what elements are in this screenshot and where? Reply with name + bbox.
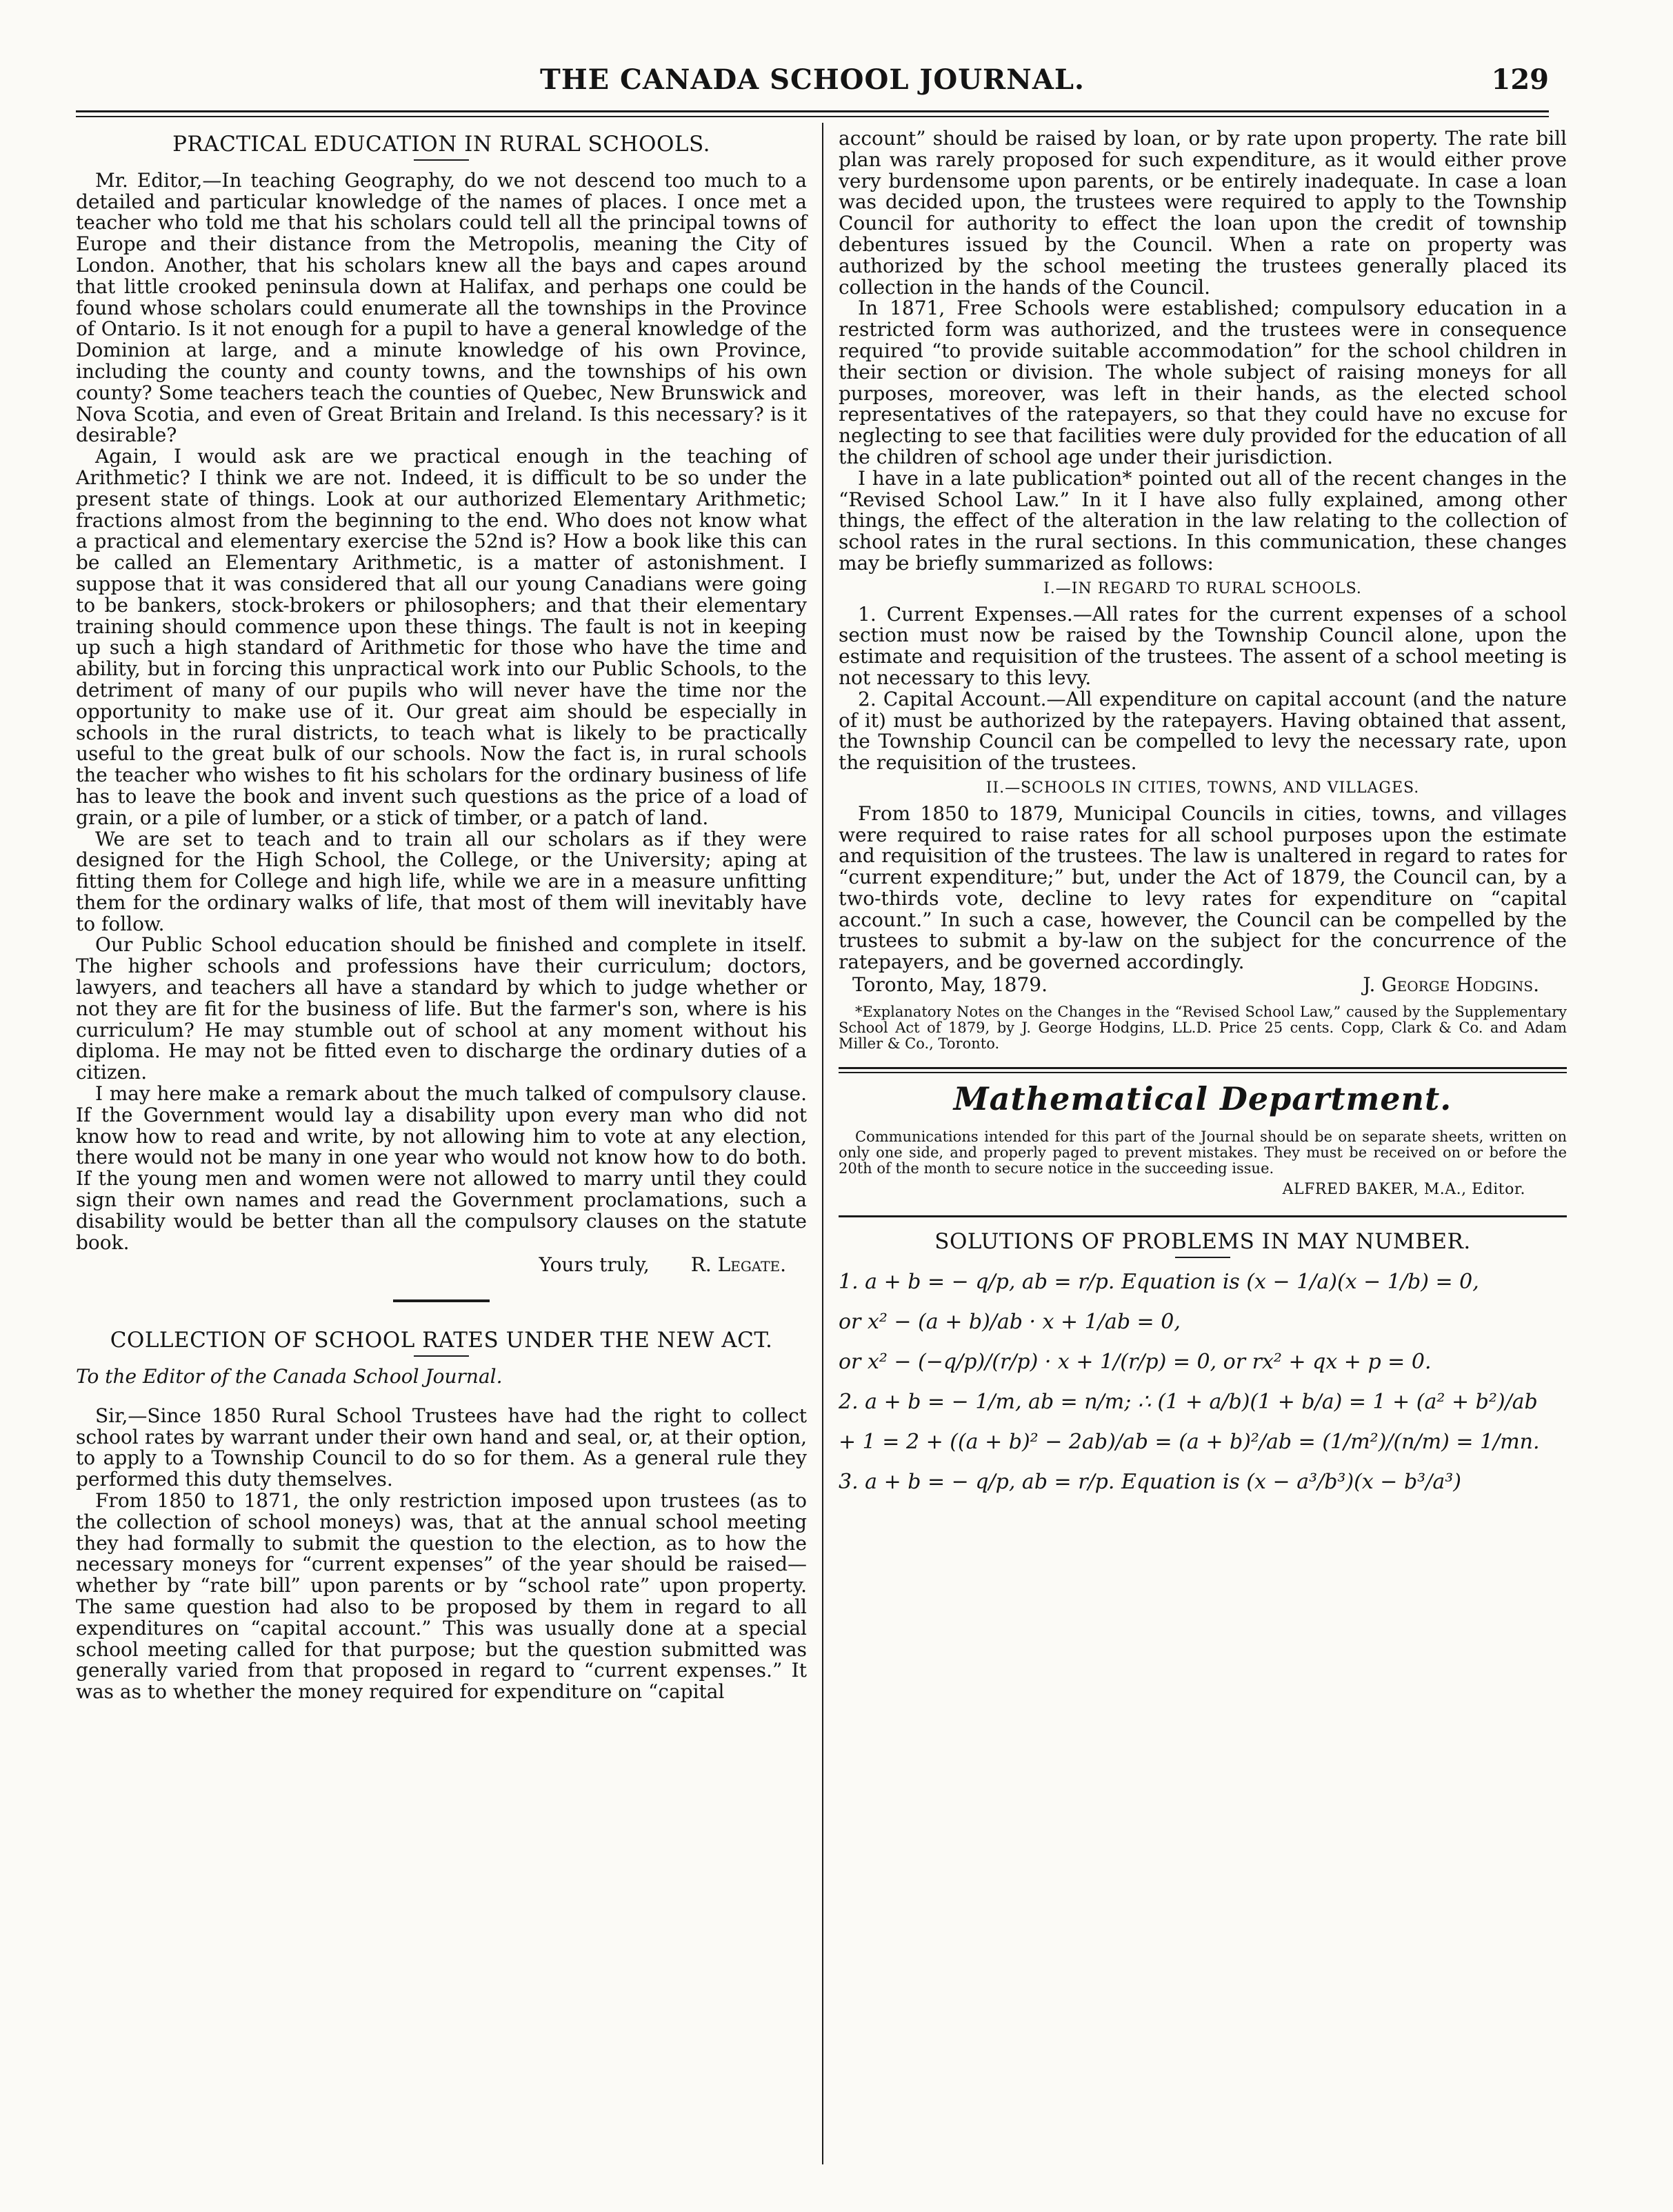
section-heading-cities: II.—SCHOOLS IN CITIES, TOWNS, AND VILLAGES. bbox=[985, 779, 1420, 797]
running-title: THE CANADA SCHOOL JOURNAL. bbox=[540, 63, 1085, 96]
closing: Yours truly, bbox=[539, 1253, 650, 1277]
paragraph: I may here make a remark about the much talked of compulsory clause. If the Government would lay a disability upon every man who did not know how to read and write, by not allowing him to vote at any election, there would not be many in one year who would not know how to do both. If the young men and women were not allowed to marry until they could sign their own names and read the Government proclamations, such a disability would be better than all the compulsory clauses on the statute book. bbox=[76, 1082, 807, 1254]
author: J. George Hodgins. bbox=[1363, 973, 1539, 997]
title-rule bbox=[1175, 1257, 1230, 1258]
article-title-school-rates: COLLECTION OF SCHOOL RATES UNDER THE NEW ACT. bbox=[110, 1328, 773, 1353]
math-line: 2. a + b = − 1/m, ab = n/m; ∴ (1 + a/b)(1 + b/a) = 1 + (a² + b²)/ab bbox=[839, 1390, 1538, 1415]
list-item: 2. Capital Account.—All expenditure on capital account (and the nature of it) must be authorized by the ratepayers. Having obtained that assent, the Township Council can be compelled to levy the necessary rate, upon the requisition of the trustees. bbox=[839, 687, 1567, 775]
section-rule bbox=[839, 1067, 1567, 1069]
department-title: Mathematical Department. bbox=[953, 1079, 1452, 1117]
paragraph: Sir,—Since 1850 Rural School Trustees have had the right to collect school rates by warrant under their own hand and seal, or, at their option, to apply to a Township Council to do so for them. As a general rule they performed this duty themselves. bbox=[76, 1404, 807, 1491]
paragraph: Our Public School education should be finished and complete in itself. The higher schools and professions have their curriculum; doctors, lawyers, and teachers all have a standard by which to judge whether or not they are fit for the business of life. But the farmer's son, where is his curriculum? He may stumble out of school at any moment without his diploma. He may not be fitted even to discharge the ordinary duties of a citizen. bbox=[76, 933, 807, 1084]
math-line: 1. a + b = − q/p, ab = r/p. Equation is (x − 1/a)(x − 1/b) = 0, bbox=[839, 1270, 1479, 1295]
signature-block bbox=[76, 1255, 807, 1276]
article-separator bbox=[393, 1299, 490, 1302]
article-title-practical-education: PRACTICAL EDUCATION IN RURAL SCHOOLS. bbox=[172, 132, 710, 157]
page-number: 129 bbox=[1491, 63, 1549, 96]
paragraph: Mr. Editor,—In teaching Geography, do we not descend too much to a detailed and particular knowledge of the names of places. I once met a teacher who told me that his scholars could tell all the principal towns of Europe and their distance from the Metropolis, meaning the City of London. Another, that his scholars knew all the bays and capes around that little crooked peninsula down at Halifax, and perhaps one could be found whose scholars could enumerate all the townships in the Province of Ontario. Is it not enough for a pupil to have a general knowledge of the Dominion at large, and a minute knowledge of his own Province, including the county and county towns, and the townships of his own county? Some teachers teach the counties of Quebec, New Brunswick and Nova Scotia, and even of Great Britain and Ireland. Is this necessary? is it desirable? bbox=[76, 168, 807, 447]
notice: Communications intended for this part of the Journal should be on separate sheets, written on only one side, and properly paged to prevent mistakes. They must be received on or before the 20th of the month to secure notice in the succeeding issue. bbox=[839, 1128, 1567, 1177]
paragraph: Again, I would ask are we practical enough in the teaching of Arithmetic? I think we are not. Indeed, it is difficult to be so under the present state of things. Look at our authorized Elementary Arithmetic; fractions almost from the beginning to the end. Who does not know what a practical and elementary exercise the 52nd is? How a book like this can be called an Elementary Arithmetic, is a matter of astonishment. I suppose that it was considered that all our young Canadians were going to be bankers, stock-brokers or philosophers; and that their elementary training should commence upon these things. The fault is not in keeping up such a high standard of Arithmetic for those who have the time and ability, but in forcing this unpractical work into our Public Schools, to the detriment of many of our pupils who will never have the time nor the opportunity to make use of it. Our great aim should be especially in schools in the rural districts, to teach what is likely to be practically useful to the great bulk of our schools. Now the fact is, in rural schools the teacher who wishes to fit his scholars for the ordinary business of life has to leave the book and invent such questions as the price of a load of grain, or a pile of lumber, or a stick of timber, or a patch of land. bbox=[76, 445, 807, 829]
list-item: 1. Current Expenses.—All rates for the current expenses of a school section must now be raised by the Township Council alone, upon the estimate and requisition of the trustees. The assent of a school meeting is not necessary to this levy. bbox=[839, 602, 1567, 689]
footnote: *Explanatory Notes on the Changes in the “Revised School Law,” caused by the Supplementary School Act of 1879, by J. George Hodgins, LL.D. Price 25 cents. Copp, Clark & Co. and Adam Miller & Co., Toronto. bbox=[839, 1003, 1567, 1052]
section-heading-rural: I.—IN REGARD TO RURAL SCHOOLS. bbox=[1043, 579, 1362, 597]
math-line: or x² − (a + b)/ab · x + 1/ab = 0, bbox=[839, 1310, 1181, 1335]
header-rule-bottom bbox=[76, 116, 1549, 117]
header-rule-top bbox=[76, 110, 1549, 112]
signature: R. Legate. bbox=[690, 1253, 786, 1277]
editor-credit: ALFRED BAKER, M.A., Editor. bbox=[1282, 1180, 1525, 1198]
right-column bbox=[839, 128, 1567, 1511]
section-rule bbox=[839, 1072, 1567, 1073]
left-column bbox=[76, 128, 807, 1703]
paragraph: From 1850 to 1879, Municipal Councils in cities, towns, and villages were required to raise rates for all school purposes upon the estimate and requisition of the trustees. The law is unaltered in regard to rates for “current expenditure;” but, under the Act of 1879, the Council can, by a two-thirds vote, decline to levy rates for expenditure on “capital account.” In such a case, however, the Council can be compelled by the trustees to submit a by-law on the subject for the concurrence of the ratepayers, and be governed accordingly. bbox=[839, 801, 1567, 974]
column-divider bbox=[822, 123, 823, 2164]
dateline bbox=[839, 975, 1567, 996]
date: Toronto, May, 1879. bbox=[852, 973, 1048, 997]
solutions-title: SOLUTIONS OF PROBLEMS IN MAY NUMBER. bbox=[934, 1229, 1471, 1255]
title-rule bbox=[414, 1355, 469, 1357]
math-line: or x² − (−q/p)/(r/p) · x + 1/(r/p) = 0, or rx² + qx + p = 0. bbox=[839, 1350, 1432, 1375]
paragraph: We are set to teach and to train all our scholars as if they were designed for the High School, the College, or the University; aping at fitting them for College and high life, while we are in a measure unfitting them for the ordinary walks of life, that most of them will inevitably have to follow. bbox=[76, 827, 807, 935]
salutation: To the Editor of the Canada School Journal. bbox=[76, 1365, 503, 1388]
section-rule bbox=[839, 1215, 1567, 1217]
paragraph: I have in a late publication* pointed out all of the recent changes in the “Revised School Law.” In it I have also fully explained, among other things, the effect of the alteration in the law relating to the collection of school rates in the rural sections. In this communication, these changes may be briefly summarized as follows: bbox=[839, 466, 1567, 575]
math-line: + 1 = 2 + ((a + b)² − 2ab)/ab = (a + b)²/ab = (1/m²)/(n/m) = 1/mn. bbox=[839, 1430, 1540, 1455]
title-rule bbox=[414, 159, 469, 161]
paragraph: In 1871, Free Schools were established; compulsory education in a restricted form was authorized, and the trustees were in consequence required “to provide suitable accommodation” for the school children in their section or division. The whole subject of raising moneys for all purposes, moreover, was left in their hands, as the elected school representatives of the ratepayers, so that they could have no excuse for neglecting to see that facilities were duly provided for the education of all the children of school age under their jurisdiction. bbox=[839, 297, 1567, 468]
paragraph: From 1850 to 1871, the only restriction imposed upon trustees (as to the collection of school moneys) was, that at the annual school meeting they had formally to submit the question to the election, as to how the necessary moneys for “current expenses” of the year should be raised—whether by “rate bill” upon parents or by “school rate” upon property. The same question had also to be proposed by them in regard to all expenditures on “capital account.” This was usually done at a special school meeting called for that purpose; but the question submitted was generally varied from that proposed in regard to “current expenses.” It was as to whether the money required for expenditure on “capital bbox=[76, 1489, 807, 1704]
page-header bbox=[76, 63, 1549, 98]
paragraph: account” should be raised by loan, or by rate upon property. The rate bill plan was rarely proposed for such expenditure, as it would either prove very burdensome upon parents, or be entirely inadequate. In case a loan was decided upon, the trustees were required to apply to the Township Council for authority to effect the loan upon the credit of township debentures issued by the Council. When a rate on property was authorized by the school meeting the trustees generally placed its collection in the hands of the Council. bbox=[839, 127, 1567, 299]
math-line: 3. a + b = − q/p, ab = r/p. Equation is (x − a³/b³)(x − b³/a³) bbox=[839, 1470, 1461, 1495]
